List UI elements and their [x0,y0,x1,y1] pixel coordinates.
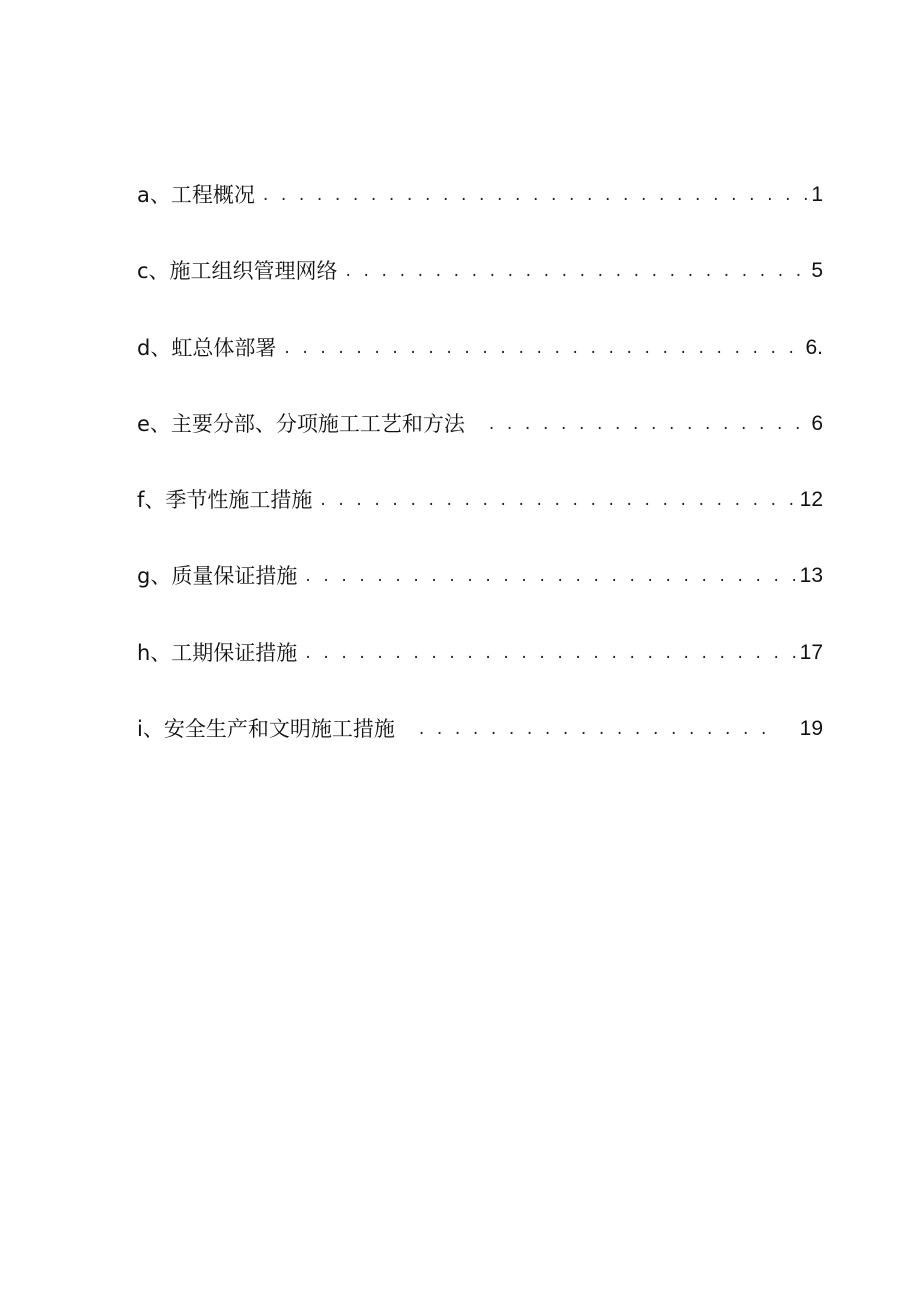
toc-entry-label: h、工期保证措施 [137,640,298,665]
toc-entry-page: 6. [805,335,823,359]
toc-entry-page: 13 [799,564,823,588]
dot-leader [255,176,811,214]
dot-leader [312,481,799,519]
toc-entry-f[interactable] [137,481,823,519]
toc-entry-g[interactable] [137,557,823,595]
toc-entry-page: 17 [799,640,823,664]
dot-leader [338,252,812,290]
toc-entry-i[interactable] [137,710,823,748]
toc-entry-page: 12 [799,488,823,512]
toc-entry-label: a、工程概况 [137,183,255,207]
toc-entry-page: 6 [811,411,823,435]
toc-entry-e[interactable] [137,405,823,443]
toc-entry-c[interactable] [137,252,823,290]
dot-leader [297,634,799,672]
toc-entry-label: f、季节性施工措施 [137,488,313,513]
toc-entry-d[interactable] [137,329,823,367]
dot-leader [276,329,805,367]
toc-entry-a[interactable] [137,176,823,214]
dot-leader [395,710,778,748]
table-of-contents [137,176,823,786]
toc-entry-label: e、主要分部、分项施工工艺和方法 [137,411,465,436]
toc-entry-page: 5 [811,259,823,283]
dot-leader [297,557,799,595]
dot-leader [465,405,811,443]
toc-entry-page: 19 [799,717,823,741]
toc-entry-label: i、安全生产和文明施工措施 [137,717,395,742]
toc-entry-label: g、质量保证措施 [137,564,298,589]
toc-entry-label: c、施工组织管理网络 [137,259,338,284]
toc-entry-label: d、虹总体部署 [137,335,277,360]
toc-entry-h[interactable] [137,634,823,672]
toc-entry-page: 1 [811,183,823,206]
